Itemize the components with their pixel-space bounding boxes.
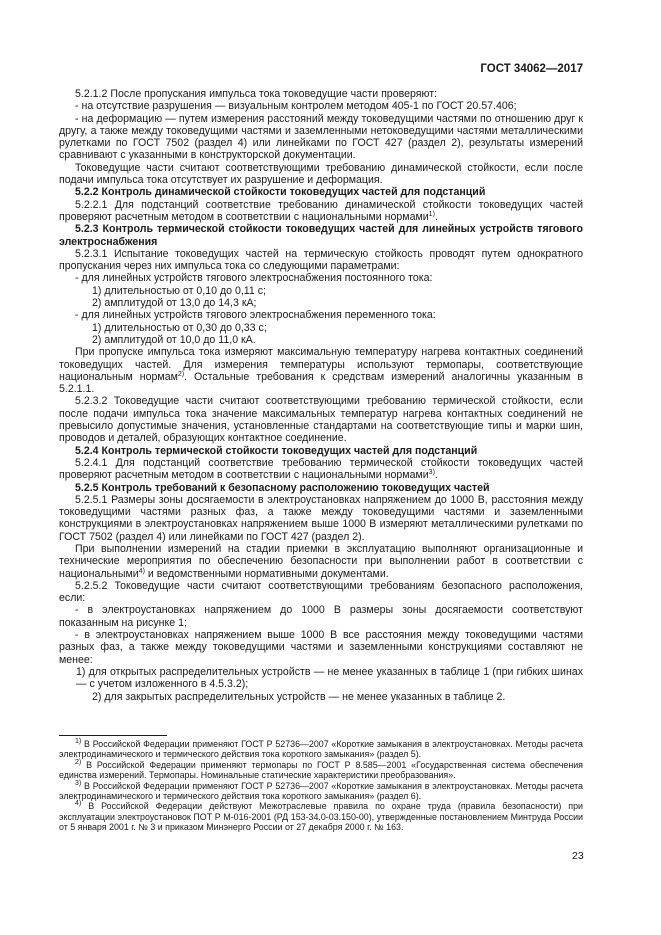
paragraph: - для линейных устройств тягового электроснабжения постоянного тока: <box>75 272 433 285</box>
paragraph-end: . <box>434 210 438 223</box>
paragraph: - в электроустановках напряжением выше 1000 В все расстояния между токоведущими частями разных фаз, а также между токоведущими частями и заземленными конструкциями составляют не менее: <box>59 629 583 666</box>
footnote <box>59 760 583 781</box>
paragraph: - в электроустановках напряжением до 1000 В размеры зоны досягаемости соответствуют показанным на рисунке 1; <box>59 604 583 629</box>
footnote-number: 2) <box>75 758 82 766</box>
paragraph: 5.2.3.2 Токоведущие части считают соответствующими требованию термической стойкости, если после подачи импульса тока значение максимальных температур нагрева контактных соединений не превысило допустимые значения, установленные стандартами на соответствующие типы и марки шин, проводов и деталей, образующих контактное соединение. <box>59 395 583 445</box>
footnote-text: В Российской Федерации применяют термопары по ГОСТ Р 8.585—2001 «Государственная система обеспечения единства измерений. Термопары. Номинальные статические характеристики преобразования». <box>59 759 583 781</box>
list-text: амплитудой от 10,0 до 11,0 кА. <box>104 333 256 346</box>
paragraph <box>59 543 583 580</box>
list-item <box>59 297 583 309</box>
footnote-ref: 2) <box>177 370 185 378</box>
list-number: 1) <box>76 665 86 678</box>
paragraph: - для линейных устройств тягового электроснабжения переменного тока: <box>75 309 436 322</box>
list-number: 2) <box>92 690 102 703</box>
list-item <box>59 666 583 691</box>
paragraph-text: 5.2.2.1 Для подстанций соответствие требованию динамической стойкости токоведущих частей проверяют расчетным методом в соответствии с национальными нормами <box>59 198 583 223</box>
paragraph <box>59 346 583 395</box>
list-number: 1) <box>92 321 102 334</box>
paragraph: - на деформацию — путем измерения расстояний между токоведущими частями по отношению друг к другу, а также между токоведущими частями и заземленными нетоковедущими частями металлическими рулетками по ГОСТ 7502 (раздел 4) или линейками по ГОСТ 427 (раздел 2), результаты измерений сравнивают с указанными в конструкторской документации. <box>59 112 583 162</box>
list-number: 2) <box>92 297 102 310</box>
standard-header: ГОСТ 34062—2017 <box>480 63 583 75</box>
list-text: длительностью от 0,30 до 0,33 с; <box>104 321 267 334</box>
section-heading-5-2-2: 5.2.2 Контроль динамической стойкости токоведущих частей для подстанций <box>75 186 486 199</box>
paragraph: 5.2.5.2 Токоведущие части считают соответствующими требованиям безопасного расположения, если: <box>59 579 583 605</box>
footnote-number: 4) <box>75 800 82 808</box>
list-text: длительностью от 0,10 до 0,11 с; <box>104 284 266 297</box>
list-text: амплитудой от 13,0 до 14,3 кА; <box>104 297 257 310</box>
footnote-text: В Российской Федерации действуют Межотраслевые правила по охране труда (правила безопасности) при эксплуатации электроустановок ПОТ Р М-016-2001 (РД 153-34.0-03.150-00), утвержденные постановлением Минтруда России от 5 января 2001 г. № 3 и приказом Минэнерго России от 27 декабря 2000 г. № 163. <box>59 801 583 833</box>
paragraph: 5.2.5.1 Размеры зоны досягаемости в электроустановках напряжением до 1000 В, расстояния между токоведущими частями разных фаз, а также между токоведущими частями и заземленными конструкциями в электроустановках напряжением выше 1000 В измеряют металлическими рулетками по ГОСТ 7502 (раздел 4) или линейками по ГОСТ 427 (раздел 2). <box>59 493 583 543</box>
paragraph: - на отсутствие разрушения — визуальным контролем методом 405-1 по ГОСТ 20.57.406; <box>75 100 517 113</box>
page-number: 23 <box>572 850 584 862</box>
list-item <box>59 285 583 297</box>
footnotes <box>59 739 583 833</box>
footnote-number: 1) <box>75 738 82 745</box>
paragraph: 5.2.1.2 После пропускания импульса тока токоведущие части проверяют: <box>75 88 438 100</box>
section-heading-5-2-5: 5.2.5 Контроль требований к безопасному расположению токоведущих частей <box>75 481 490 494</box>
footnote-ref: 3) <box>428 469 435 477</box>
paragraph: 5.2.3.1 Испытание токоведущих частей на термическую стойкость проводят путем однократного пропускания через них импульса тока со следующими параметрами: <box>59 247 583 273</box>
paragraph <box>59 457 583 482</box>
footnote <box>59 781 583 802</box>
footnote-text: В Российской Федерации применяют ГОСТ Р 52736—2007 «Короткие замыкания в электроустановках. Методы расчета электродинамического и термического действия тока короткого замыкания» (раздел 6). <box>59 780 583 802</box>
list-item <box>59 322 583 334</box>
footnote <box>59 739 583 760</box>
section-heading-5-2-3: 5.2.3 Контроль термической стойкости токоведущих частей для линейных устройств тягового электроснабжения <box>59 223 583 248</box>
paragraph-text: При пропуске импульса тока измеряют максимальную температуру нагрева контактных соединений токоведущих частей. Для измерения температуры используют термопары, соответствующие национальным нормам <box>59 346 583 383</box>
footnote-ref: 4) <box>138 567 145 575</box>
list-number: 1) <box>92 284 102 297</box>
list-item <box>59 691 583 703</box>
footnote-number: 3) <box>75 779 82 787</box>
list-text: для закрытых распределительных устройств — не менее указанных в таблице 2. <box>104 690 506 703</box>
paragraph <box>59 199 583 224</box>
list-text: для открытых распределительных устройств — не менее указанных в таблице 1 (при гибких шинах — с учетом изложенного в 4.5.3.2); <box>76 665 583 691</box>
list-item <box>59 334 583 346</box>
paragraph-end: и ведомственными нормативными документами. <box>144 567 389 580</box>
paragraph-text: При выполнении измерений на стадии приемки в эксплуатацию выполняют организационные и технические мероприятия по обеспечению безопасности при выполнении работ в соответствии с национальными <box>59 542 583 580</box>
paragraph: Токоведущие части считают соответствующими требованию динамической стойкости, если после подачи импульса тока отсутствует их разрушение и деформация. <box>59 161 583 187</box>
footnote-text: В Российской Федерации применяют ГОСТ Р 52736—2007 «Короткие замыкания в электроустановках. Методы расчета электродинамического и термического действия тока короткого замыкания» (раздел 5). <box>59 739 583 760</box>
footnote <box>59 801 583 832</box>
paragraph-end: . Остальные требования к средствам измерений аналогичны указанным в 5.2.1.1. <box>59 370 583 396</box>
paragraph-text: 5.2.4.1 Для подстанций соответствие требованию термической стойкости токоведущих частей проверяют расчетным методом в соответствии с национальными нормами <box>59 456 583 482</box>
main-text <box>59 88 583 703</box>
footnote-divider <box>59 735 167 736</box>
list-number: 2) <box>92 333 102 346</box>
section-heading-5-2-4: 5.2.4 Контроль термической стойкости токоведущих частей для подстанций <box>75 444 478 457</box>
footnote-ref: 1) <box>428 210 435 218</box>
paragraph-end: . <box>434 469 438 482</box>
